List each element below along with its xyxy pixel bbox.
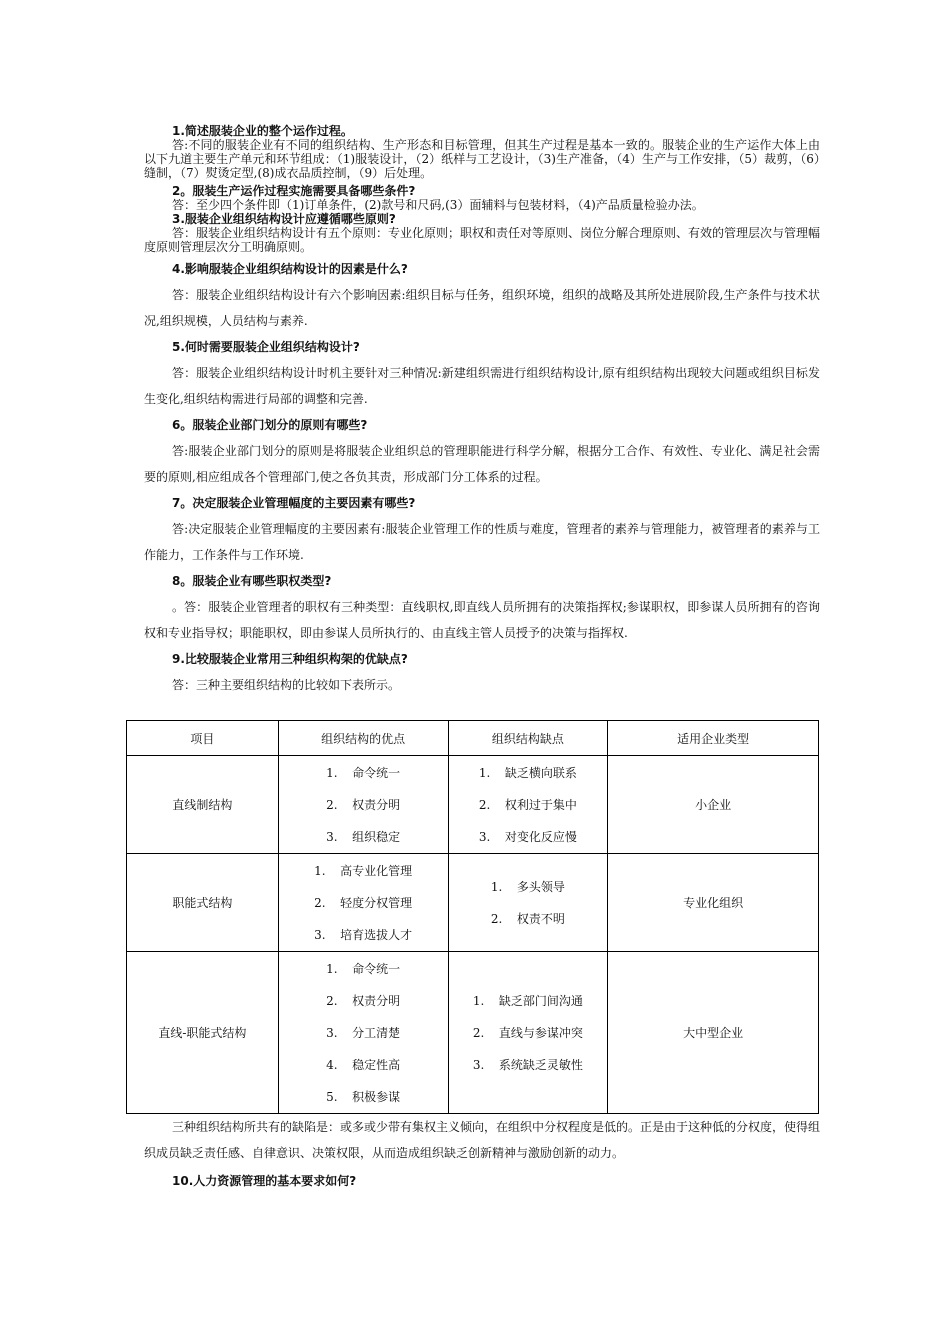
answer-8: 。答：服装企业管理者的职权有三种类型：直线职权,即直线人员所拥有的决策指挥权;参谋职权，即参谋人员所拥有的咨询权和专业指导权；职能职权，即由参谋人员所执行的、由直线主管人员授予的决策与指挥权. <box>144 600 820 640</box>
table-row <box>127 952 819 1114</box>
answer-1: 答:不同的服装企业有不同的组织结构、生产形态和目标管理，但其生产过程是基本一致的。服装企业的生产运作大体上由以下九道主要生产单元和环节组成：（1)服装设计，（2）纸样与工艺设计，（3)生产准备，（4）生产与工作安排，（5）裁剪，（6）缝制，（7）熨烫定型,(8)成衣品质控制，（9）后处理。 <box>144 138 820 180</box>
document-body <box>144 120 820 698</box>
row-name: 直线制结构 <box>127 756 279 854</box>
answer-7: 答:决定服装企业管理幅度的主要因素有:服装企业管理工作的性质与难度，管理者的素养与管理能力，被管理者的素养与工作能力，工作条件与工作环境. <box>144 522 820 562</box>
after-table <box>144 1114 820 1194</box>
answer-4: 答：服装企业组织结构设计有六个影响因素:组织目标与任务，组织环境，组织的战略及其所处进展阶段,生产条件与技术状况,组织规模，人员结构与素养. <box>144 288 820 328</box>
table-row <box>127 854 819 952</box>
header-pros: 组织结构的优点 <box>278 721 448 756</box>
answer-9: 答：三种主要组织结构的比较如下表所示。 <box>172 678 401 692</box>
comparison-table <box>126 720 819 1114</box>
answer-5: 答：服装企业组织结构设计时机主要针对三种情况:新建组织需进行组织结构设计,原有组织结构出现较大问题或组织目标发生变化,组织结构需进行局部的调整和完善. <box>144 366 820 406</box>
table-header-row <box>127 721 819 756</box>
table-row <box>127 756 819 854</box>
answer-3: 答：服装企业组织结构设计有五个原则：专业化原则；职权和责任对等原则、岗位分解合理原则、有效的管理层次与管理幅度原则管理层次分工明确原则。 <box>144 226 821 254</box>
header-cons: 组织结构缺点 <box>448 721 608 756</box>
question-9-title: 9.比较服装企业常用三种组织构架的优缺点? <box>172 652 408 666</box>
question-1-title: 1.简述服装企业的整个运作过程。 <box>172 124 353 138</box>
row-pros: 1. 高专业化管理 2. 轻度分权管理 3. 培育选拔人才 <box>278 854 448 952</box>
header-type: 适用企业类型 <box>608 721 819 756</box>
question-8-title: 8。服装企业有哪些职权类型? <box>172 574 332 588</box>
question-2-title: 2。服装生产运作过程实施需要具备哪些条件? <box>172 184 416 198</box>
header-item: 项目 <box>127 721 279 756</box>
row-name: 直线-职能式结构 <box>127 952 279 1114</box>
question-10-title: 10.人力资源管理的基本要求如何? <box>172 1174 357 1188</box>
question-7-title: 7。决定服装企业管理幅度的主要因素有哪些? <box>172 496 416 510</box>
question-6-title: 6。服装企业部门划分的原则有哪些? <box>172 418 368 432</box>
row-pros: 1. 命令统一 2. 权责分明 3. 组织稳定 <box>278 756 448 854</box>
row-type: 大中型企业 <box>608 952 819 1114</box>
question-3-title: 3.服装企业组织结构设计应遵循哪些原则? <box>172 212 396 226</box>
question-5-title: 5.何时需要服装企业组织结构设计? <box>172 340 360 354</box>
row-name: 职能式结构 <box>127 854 279 952</box>
summary-paragraph: 三种组织结构所共有的缺陷是：或多或少带有集权主义倾向，在组织中分权程度是低的。正是由于这种低的分权度，使得组织成员缺乏责任感、自律意识、决策权限，从而造成组织缺乏创新精神与激励创新的动力。 <box>144 1120 821 1160</box>
question-4-title: 4.影响服装企业组织结构设计的因素是什么? <box>172 262 408 276</box>
row-type: 专业化组织 <box>608 854 819 952</box>
answer-6: 答:服装企业部门划分的原则是将服装企业组织总的管理职能进行科学分解，根据分工合作、有效性、专业化、满足社会需要的原则,相应组成各个管理部门,使之各负其责，形成部门分工体系的过程。 <box>144 444 820 484</box>
row-cons: 1. 缺乏部门间沟通 2. 直线与参谋冲突 3. 系统缺乏灵敏性 <box>448 952 608 1114</box>
row-pros: 1. 命令统一 2. 权责分明 3. 分工清楚 4. 稳定性高 5. 积极参谋 <box>278 952 448 1114</box>
answer-2: 答：至少四个条件即（1)订单条件，(2)款号和尺码,(3）面辅料与包装材料，（4)产品质量检验办法。 <box>172 198 704 212</box>
row-cons: 1. 缺乏横向联系 2. 权利过于集中 3. 对变化反应慢 <box>448 756 608 854</box>
row-type: 小企业 <box>608 756 819 854</box>
row-cons: 1. 多头领导 2. 权责不明 <box>448 854 608 952</box>
